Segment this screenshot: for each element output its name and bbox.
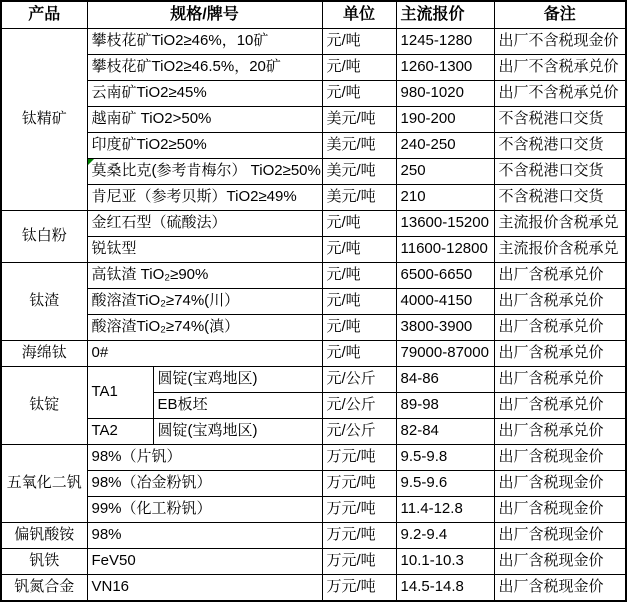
- price-cell: 13600-15200: [396, 211, 494, 237]
- unit-cell: 美元/吨: [322, 133, 396, 159]
- price-cell: 79000-87000: [396, 341, 494, 367]
- spec-text: 莫桑比克(参考肯梅尔） TiO2≥50%: [91, 162, 321, 180]
- price-cell: 4000-4150: [396, 289, 494, 315]
- unit-cell: 美元/吨: [322, 159, 396, 185]
- grade-cell: TA1: [87, 367, 153, 419]
- spec-cell: 圆锭(宝鸡地区): [153, 367, 322, 393]
- product-cell: 钛锭: [1, 367, 87, 445]
- note-cell: 出厂含税承兑价: [494, 289, 626, 315]
- price-cell: 980-1020: [396, 81, 494, 107]
- note-cell: 出厂含税承兑价: [494, 419, 626, 445]
- table-row: [1, 523, 626, 549]
- product-cell: 钒氮合金: [1, 575, 87, 602]
- header-note: 备注: [494, 1, 626, 29]
- table-row: [1, 263, 626, 289]
- spec-cell: 98%: [87, 523, 322, 549]
- unit-cell: 万元/吨: [322, 497, 396, 523]
- note-cell: 出厂含税现金价: [494, 575, 626, 602]
- note-cell: 出厂含税现金价: [494, 549, 626, 575]
- table-row: [1, 133, 626, 159]
- unit-cell: 元/公斤: [322, 419, 396, 445]
- unit-cell: 万元/吨: [322, 471, 396, 497]
- price-cell: 82-84: [396, 419, 494, 445]
- note-cell: 不含税港口交货: [494, 159, 626, 185]
- spec-cell: 肯尼亚（参考贝斯）TiO2≥49%: [87, 185, 322, 211]
- note-cell: 不含税港口交货: [494, 133, 626, 159]
- table-row: [1, 211, 626, 237]
- price-cell: 10.1-10.3: [396, 549, 494, 575]
- unit-cell: 万元/吨: [322, 445, 396, 471]
- table-row: [1, 55, 626, 81]
- table-row: [1, 185, 626, 211]
- table-row: [1, 107, 626, 133]
- unit-cell: 万元/吨: [322, 523, 396, 549]
- price-cell: 89-98: [396, 393, 494, 419]
- price-cell: 9.5-9.6: [396, 471, 494, 497]
- price-cell: 210: [396, 185, 494, 211]
- price-cell: 250: [396, 159, 494, 185]
- note-cell: 出厂含税现金价: [494, 497, 626, 523]
- table-row: [1, 289, 626, 315]
- table-row: [1, 159, 626, 185]
- header-row: [1, 1, 626, 29]
- product-cell: 钛渣: [1, 263, 87, 341]
- unit-cell: 元/吨: [322, 341, 396, 367]
- price-cell: 190-200: [396, 107, 494, 133]
- comment-indicator-icon: [88, 159, 94, 165]
- spec-cell: 攀枝花矿TiO2≥46%，10矿: [87, 29, 322, 55]
- spec-cell: 攀枝花矿TiO2≥46.5%，20矿: [87, 55, 322, 81]
- spec-cell: 酸溶渣TiO₂≥74%(川）: [87, 289, 322, 315]
- note-cell: 主流报价含税承兑: [494, 237, 626, 263]
- unit-cell: 美元/吨: [322, 107, 396, 133]
- price-cell: 9.5-9.8: [396, 445, 494, 471]
- table-row: [1, 315, 626, 341]
- spec-cell: 酸溶渣TiO₂≥74%(滇）: [87, 315, 322, 341]
- spec-cell: 99%（化工粉钒）: [87, 497, 322, 523]
- table-row: [1, 445, 626, 471]
- price-cell: 84-86: [396, 367, 494, 393]
- spec-cell: FeV50: [87, 549, 322, 575]
- product-cell: 钒铁: [1, 549, 87, 575]
- product-cell: 五氧化二钒: [1, 445, 87, 523]
- table-row: [1, 81, 626, 107]
- note-cell: 出厂含税现金价: [494, 523, 626, 549]
- spec-cell: 98%（冶金粉钒）: [87, 471, 322, 497]
- table-row: [1, 549, 626, 575]
- table-row: [1, 471, 626, 497]
- note-cell: 出厂含税承兑价: [494, 393, 626, 419]
- spec-cell: 高钛渣 TiO₂≥90%: [87, 263, 322, 289]
- unit-cell: 元/吨: [322, 55, 396, 81]
- note-cell: 出厂不含税承兑价: [494, 55, 626, 81]
- unit-cell: 元/公斤: [322, 393, 396, 419]
- unit-cell: 元/吨: [322, 81, 396, 107]
- product-cell: 海绵钛: [1, 341, 87, 367]
- product-cell: 钛白粉: [1, 211, 87, 263]
- unit-cell: 元/吨: [322, 29, 396, 55]
- grade-cell: TA2: [87, 419, 153, 445]
- product-cell: 偏钒酸铵: [1, 523, 87, 549]
- note-cell: 出厂含税承兑价: [494, 263, 626, 289]
- note-cell: 出厂含税承兑价: [494, 341, 626, 367]
- product-cell: 钛精矿: [1, 29, 87, 211]
- price-cell: 11600-12800: [396, 237, 494, 263]
- price-cell: 3800-3900: [396, 315, 494, 341]
- spec-cell: 云南矿TiO2≥45%: [87, 81, 322, 107]
- price-cell: 1245-1280: [396, 29, 494, 55]
- spec-cell: 圆锭(宝鸡地区): [153, 419, 322, 445]
- spec-cell: 锐钛型: [87, 237, 322, 263]
- spec-cell: 金红石型（硫酸法）: [87, 211, 322, 237]
- table-row: [1, 367, 626, 393]
- note-cell: 出厂含税现金价: [494, 471, 626, 497]
- price-cell: 11.4-12.8: [396, 497, 494, 523]
- note-cell: 出厂含税现金价: [494, 445, 626, 471]
- unit-cell: 元/公斤: [322, 367, 396, 393]
- note-cell: 出厂不含税承兑价: [494, 81, 626, 107]
- table-row: [1, 29, 626, 55]
- spec-cell: VN16: [87, 575, 322, 602]
- spec-cell: 0#: [87, 341, 322, 367]
- note-cell: 不含税港口交货: [494, 107, 626, 133]
- unit-cell: 元/吨: [322, 211, 396, 237]
- unit-cell: 元/吨: [322, 315, 396, 341]
- header-product: 产品: [1, 1, 87, 29]
- spec-cell: EB板坯: [153, 393, 322, 419]
- table-row: [1, 497, 626, 523]
- spec-cell: 印度矿TiO2≥50%: [87, 133, 322, 159]
- unit-cell: 元/吨: [322, 237, 396, 263]
- unit-cell: 元/吨: [322, 289, 396, 315]
- table-row: [1, 341, 626, 367]
- spec-cell: 越南矿 TiO2>50%: [87, 107, 322, 133]
- spec-cell: [87, 159, 322, 185]
- header-price: 主流报价: [396, 1, 494, 29]
- note-cell: 出厂含税承兑价: [494, 367, 626, 393]
- table-row: [1, 237, 626, 263]
- unit-cell: 元/吨: [322, 263, 396, 289]
- note-cell: 出厂不含税现金价: [494, 29, 626, 55]
- note-cell: 不含税港口交货: [494, 185, 626, 211]
- header-spec: 规格/牌号: [87, 1, 322, 29]
- price-cell: 6500-6650: [396, 263, 494, 289]
- price-cell: 9.2-9.4: [396, 523, 494, 549]
- unit-cell: 美元/吨: [322, 185, 396, 211]
- header-unit: 单位: [322, 1, 396, 29]
- price-cell: 240-250: [396, 133, 494, 159]
- price-cell: 14.5-14.8: [396, 575, 494, 602]
- note-cell: 出厂含税承兑价: [494, 315, 626, 341]
- unit-cell: 万元/吨: [322, 549, 396, 575]
- note-cell: 主流报价含税承兑: [494, 211, 626, 237]
- table-row: [1, 575, 626, 602]
- unit-cell: 万元/吨: [322, 575, 396, 602]
- spec-cell: 98%（片钒）: [87, 445, 322, 471]
- price-cell: 1260-1300: [396, 55, 494, 81]
- table-row: [1, 419, 626, 445]
